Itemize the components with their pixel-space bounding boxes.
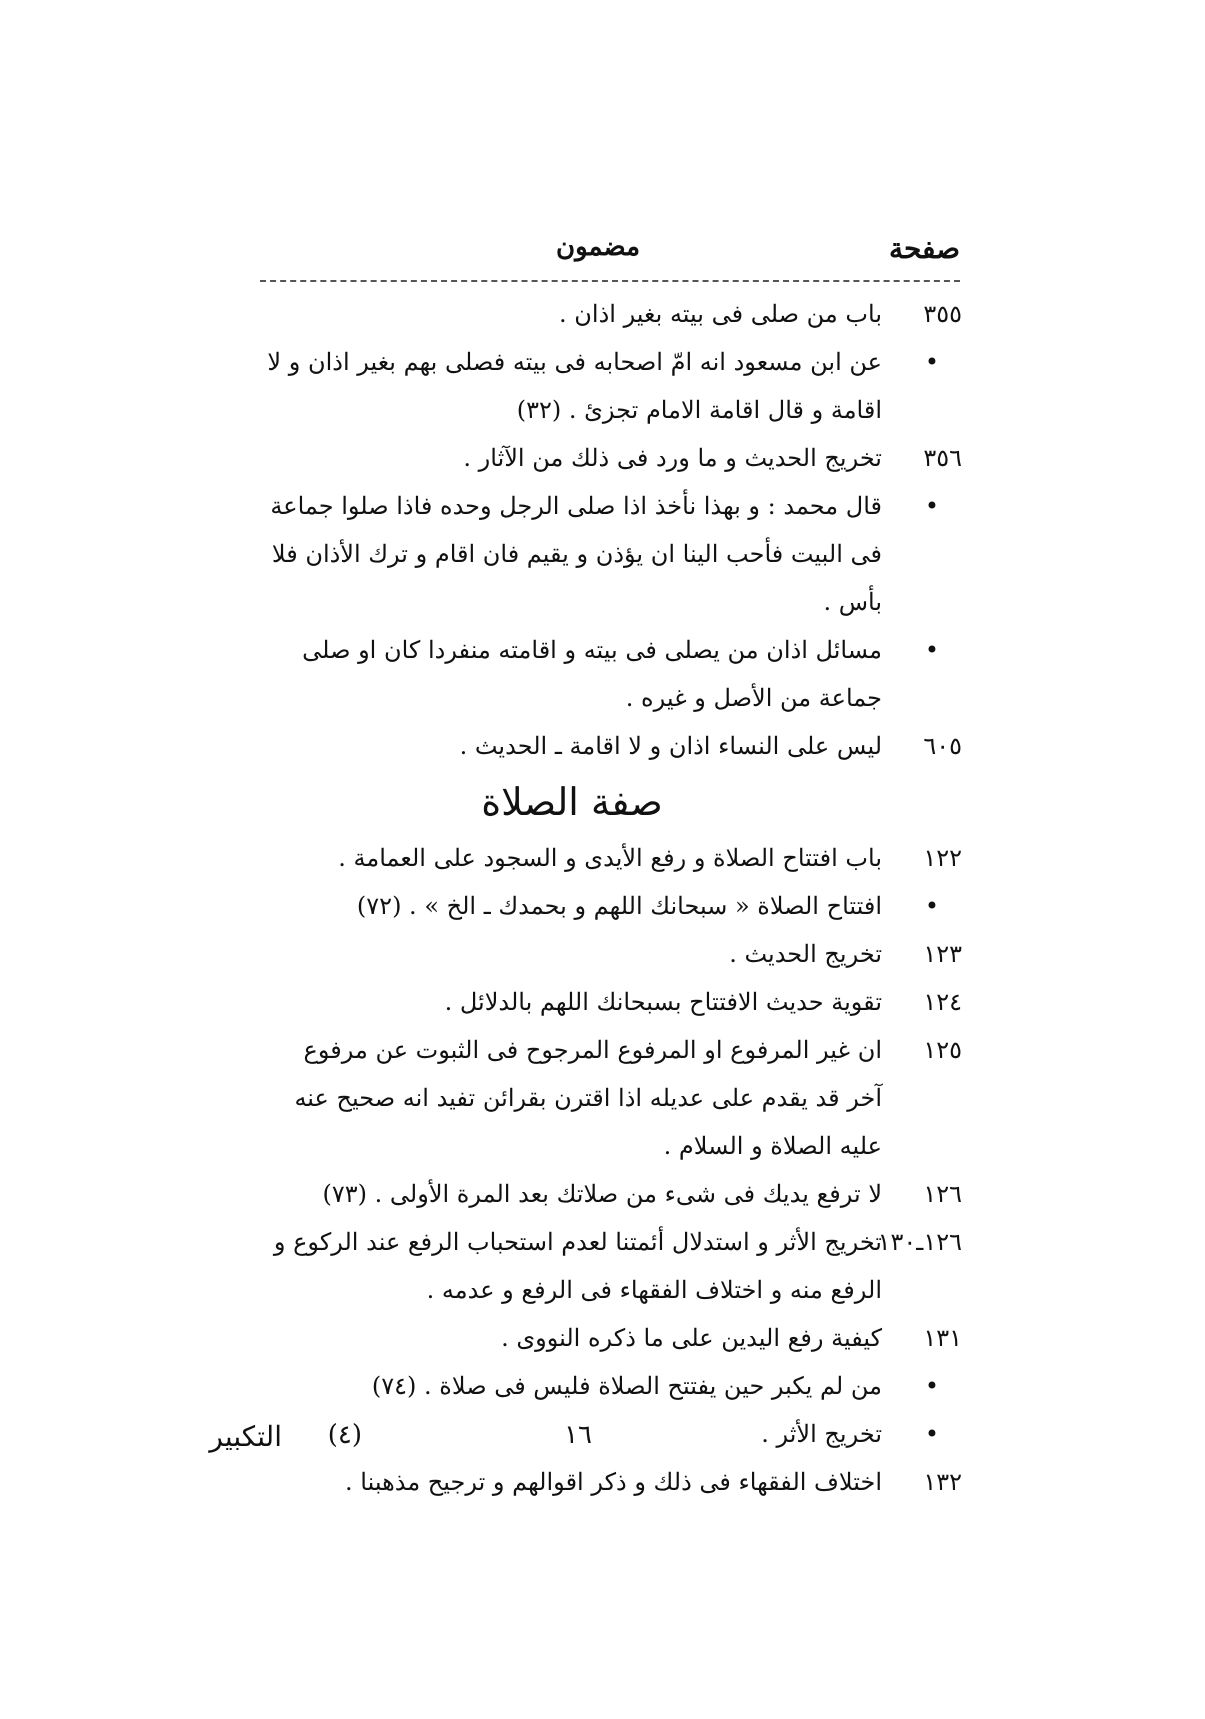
- list-item: [262, 1458, 962, 1506]
- entry-text: تخريج الحديث .: [729, 940, 882, 968]
- entry-page-number: ١٣٢: [923, 1468, 962, 1496]
- entry-text: تخريج الأثر .: [761, 1420, 882, 1448]
- bullet-icon: •: [924, 1420, 940, 1448]
- list-item: [262, 722, 962, 770]
- entry-text: لا ترفع يديك فى شىء من صلاتك بعد المرة الأولى . (٧٣): [322, 1180, 882, 1208]
- list-item: [262, 1218, 962, 1314]
- entry-page-number: ٣٥٦: [923, 444, 962, 472]
- bullet-icon: •: [924, 492, 940, 520]
- list-item: [262, 434, 962, 482]
- page-footer: [209, 1420, 882, 1464]
- list-item: [262, 834, 962, 882]
- entry-text: باب من صلى فى بيته بغير اذان .: [559, 300, 882, 328]
- entry-page-number: ١٢٤: [923, 988, 962, 1016]
- section-title: صفة الصلاة: [481, 780, 663, 824]
- entry-text: باب افتتاح الصلاة و رفع الأيدى و السجود على العمامة .: [338, 844, 882, 872]
- list-item: [262, 1026, 962, 1170]
- entry-page-number: ١٢٦: [923, 1180, 962, 1208]
- page-column-heading: صفحة: [888, 232, 960, 265]
- subject-column-heading: مضمون: [555, 232, 640, 262]
- list-item: [262, 930, 962, 978]
- entry-text: كيفية رفع اليدين على ما ذكره النووى .: [501, 1324, 882, 1352]
- entry-text: افتتاح الصلاة « سبحانك اللهم و بحمدك ـ الخ » . (٧٢): [356, 892, 882, 920]
- list-item: [262, 978, 962, 1026]
- entry-text: اختلاف الفقهاء فى ذلك و ذكر اقوالهم و ترجيح مذهبنا .: [345, 1468, 882, 1496]
- list-item: [262, 338, 962, 434]
- bullet-icon: •: [924, 348, 940, 376]
- entry-text: ليس على النساء اذان و لا اقامة ـ الحديث .: [459, 732, 882, 760]
- list-item: [262, 482, 962, 626]
- entry-text: مسائل اذان من يصلى فى بيته و اقامته منفردا كان او صلى جماعة من الأصل و غيره .: [302, 636, 882, 712]
- entry-text: ان غير المرفوع او المرفوع المرجوح فى الثبوت عن مرفوع آخر قد يقدم على عديله اذا اقترن بقرائن تفيد انه صحيح عنه عليه الصلاة و السلام .: [294, 1036, 882, 1160]
- header-divider: [260, 280, 960, 282]
- entry-page-number: ٦٠٥: [923, 732, 962, 760]
- signature-mark: (٤): [327, 1420, 362, 1450]
- entry-page-number: ١٢٥: [923, 1036, 962, 1064]
- list-item: [262, 290, 962, 338]
- bullet-icon: •: [924, 892, 940, 920]
- entry-page-number: ٣٥٥: [923, 300, 962, 328]
- bullet-icon: •: [924, 636, 940, 664]
- entry-text: عن ابن مسعود انه امّ اصحابه فى بيته فصلى بهم بغير اذان و لا اقامة و قال اقامة الامام تجزئ . (٣٢): [267, 348, 882, 424]
- bullet-icon: •: [924, 1372, 940, 1400]
- catchword: التكبير: [209, 1420, 282, 1453]
- list-item: [262, 1314, 962, 1362]
- table-header: [260, 232, 960, 272]
- list-item: [262, 882, 962, 930]
- list-item: [262, 626, 962, 722]
- entry-text: تخريج الأثر و استدلال أئمتنا لعدم استحباب الرفع عند الركوع و الرفع منه و اختلاف الفقهاء فى الرفع و عدمه .: [273, 1228, 882, 1304]
- entry-text: تخريج الحديث و ما ورد فى ذلك من الآثار .: [463, 444, 882, 472]
- list-item: [262, 1362, 962, 1410]
- entry-page-number: ١٣١: [923, 1324, 962, 1352]
- list-item: [262, 1170, 962, 1218]
- entry-text: قال محمد : و بهذا نأخذ اذا صلى الرجل وحده فاذا صلوا جماعة فى البيت فأحب الينا ان يؤذن و يقيم فان اقام و ترك الأذان فلا بأس .: [270, 492, 882, 616]
- page-number: ١٦: [564, 1420, 592, 1450]
- entry-text: من لم يكبر حين يفتتح الصلاة فليس فى صلاة . (٧٤): [371, 1372, 882, 1400]
- entry-page-number: ١٢٢: [923, 844, 962, 872]
- entry-text: تقوية حديث الافتتاح بسبحانك اللهم بالدلائل .: [444, 988, 882, 1016]
- entry-page-number: ١٢٣: [923, 940, 962, 968]
- entry-page-number: ١٢٦ـ١٣٠: [877, 1228, 962, 1256]
- contents-list: [262, 290, 962, 1506]
